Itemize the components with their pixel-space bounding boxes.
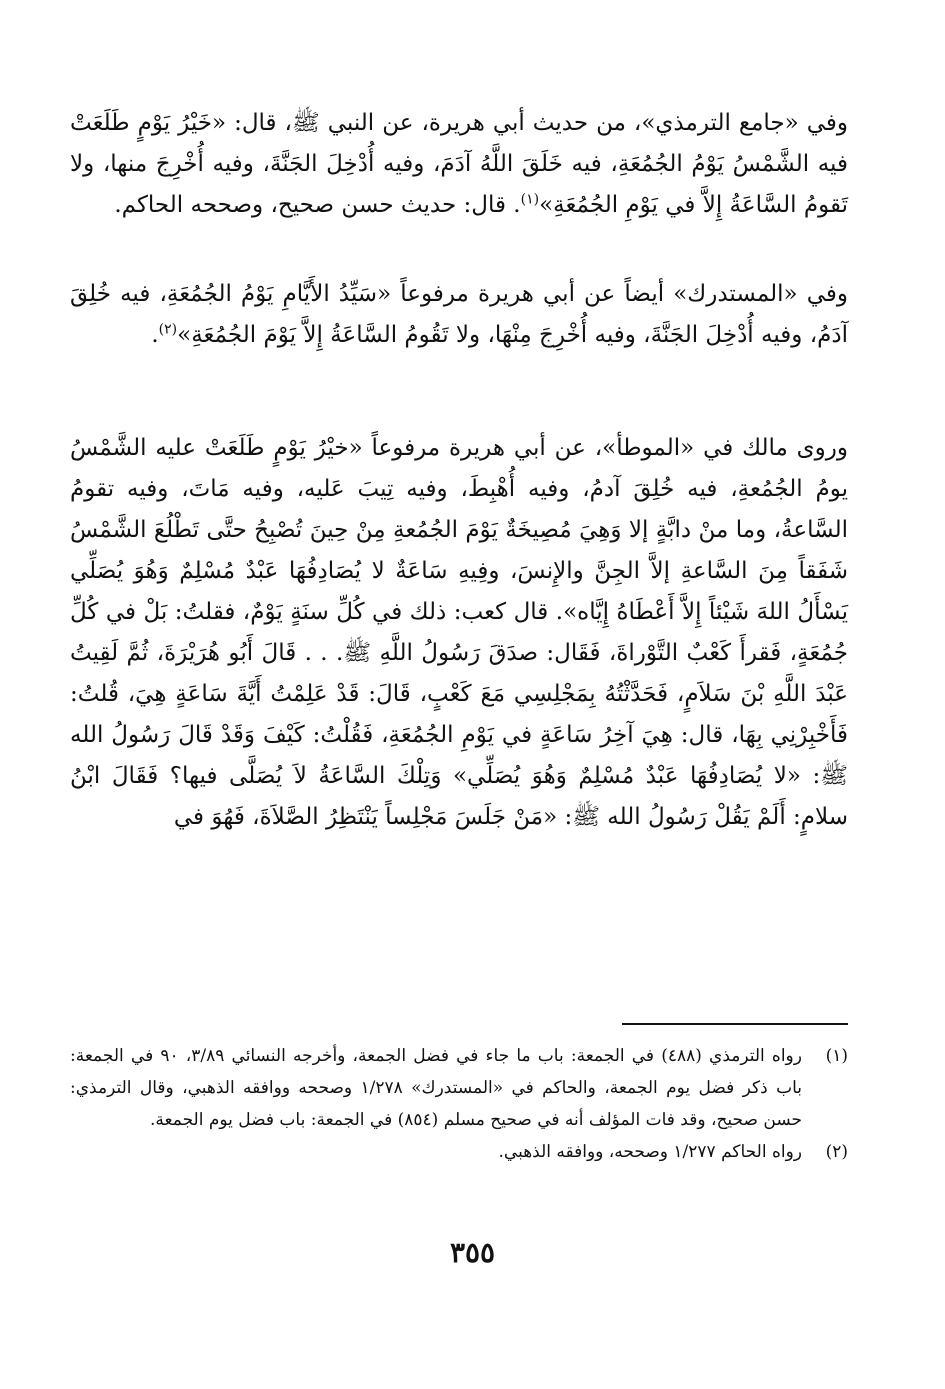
footnotes	[70, 1040, 848, 1168]
paragraph-text: وفي «جامع الترمذي»، من حديث أبي هريرة، عن النبي ﷺ، قال: «خَيْرُ يَوْمٍ طَلَعَتْ فيه الشَّمْسُ يَوْمُ الجُمُعَةِ، فيه خَلَقَ اللَّهُ آدَمَ، وفيه أُدْخِلَ الجَنَّةَ، وفيه أُخْرِجَ منها، ولا تَقومُ السَّاعَةُ إِلاَّ في يَوْمِ الجُمُعَةِ»	[70, 110, 848, 218]
footnote-separator	[622, 1023, 848, 1025]
paragraph-mustadrak	[70, 274, 848, 356]
footnote-number: (٢)	[825, 1142, 848, 1162]
main-text	[70, 95, 848, 838]
footnote-ref-1[interactable]: (١)	[520, 191, 540, 208]
page-number: ٣٥٥	[449, 1236, 496, 1269]
paragraph-text: وروى مالك في «الموطأ»، عن أبي هريرة مرفوعاً «خيْرُ يَوْمٍ طَلَعَتْ عليه الشَّمْسُ يومُ الجُمُعةِ، فيه خُلِقَ آدمُ، وفيه أُهْبِطَ، وفيه تِيبَ عَليه، وفيه مَاتَ، وفيه تقومُ السَّاعةُ، وما منْ دابَّةٍ إلا وَهِيَ مُصِيخَةٌ يَوْمَ الجُمُعةِ مِنْ حِينَ تُصْبِحُ حتَّى تَطْلُعَ الشَّمْسُ شَفَقاً مِنَ السَّاعةِ إلاَّ الجِنَّ والإِنسَ، وفِيهِ سَاعَةٌ لا يُصَادِفُهَا عَبْدٌ مُسْلِمٌ وَهُوَ يُصَلِّي يَسْأَلُ اللهَ شَيْئاً إِلاَّ أَعْطَاهُ إِيَّاه». قال كعب: ذلك في كُلِّ سنَةٍ يَوْمٌ، فقلتُ: بَلْ في كُلِّ جُمُعَةٍ، فَقرأَ كَعْبٌ التَّوْراةَ، فَقَال: صدَقَ رَسُولُ اللَّهِ ﷺ. . . قَالَ أَبُو هُرَيْرَةَ، ثُمَّ لَقِيتُ عَبْدَ اللَّهِ بْنَ سَلاَمٍ، فَحَدَّثْتُهُ بِمَجْلِسِي مَعَ كَعْبٍ، قَالَ: قَدْ عَلِمْتُ أَيَّةَ سَاعَةٍ هِيَ، قُلتُ: فَأَخْبِرْنِي بِهَا، قال: هِيَ آخِرُ سَاعَةٍ في يَوْمِ الجُمُعَةِ، فَقُلْتُ: كَيْفَ وَقَدْ قَالَ رَسُولُ الله ﷺ: «لا يُصَادِفُهَا عَبْدٌ مُسْلِمٌ وَهُوَ يُصَلِّي» وَتِلْكَ السَّاعَةُ لاَ يُصَلَّى فيها؟ فَقَالَ ابْنُ سلامٍ: أَلَمْ يَقُلْ رَسُولُ الله ﷺ: «مَنْ جَلَسَ مَجْلِساً يَنْتَظِرُ الصَّلاَةَ، فَهُوَ في	[70, 435, 848, 830]
footnote-number: (١)	[825, 1046, 848, 1066]
paragraph-tirmidhi	[70, 103, 848, 226]
footnote-2	[70, 1136, 848, 1168]
footnote-ref-2[interactable]: (٢)	[158, 321, 178, 338]
paragraph-muwatta	[70, 428, 848, 838]
footnote-text: رواه الترمذي (٤٨٨) في الجمعة: باب ما جاء في فضل الجمعة، وأخرجه النسائي ٣/٨٩، ٩٠ في الجمعة: باب ذكر فضل يوم الجمعة، والحاكم في «المستدرك» ١/٢٧٨ وصححه ووافقه الذهبي، وقال الترمذي: حسن صحيح، وقد فات المؤلف أنه في صحيح مسلم (٨٥٤) في الجمعة: باب فضل يوم الجمعة.	[70, 1046, 802, 1130]
paragraph-tail: .	[151, 322, 159, 348]
paragraph-text: وفي «المستدرك» أيضاً عن أبي هريرة مرفوعاً «سَيِّدُ الأَيَّامِ يَوْمُ الجُمُعَةِ، فيه خُلِقَ آدَمُ، وفيه أُدْخِلَ الجَنَّةَ، وفيه أُخْرِجَ مِنْهَا، ولا تَقُومُ السَّاعَةُ إِلاَّ يَوْمَ الجُمُعَةِ»	[70, 281, 848, 348]
paragraph-tail: . قال: حديث حسن صحيح، وصححه الحاكم.	[114, 192, 521, 218]
footnote-1	[70, 1040, 848, 1136]
footnote-text: رواه الحاكم ١/٢٧٧ وصححه، ووافقه الذهبي.	[498, 1142, 802, 1162]
